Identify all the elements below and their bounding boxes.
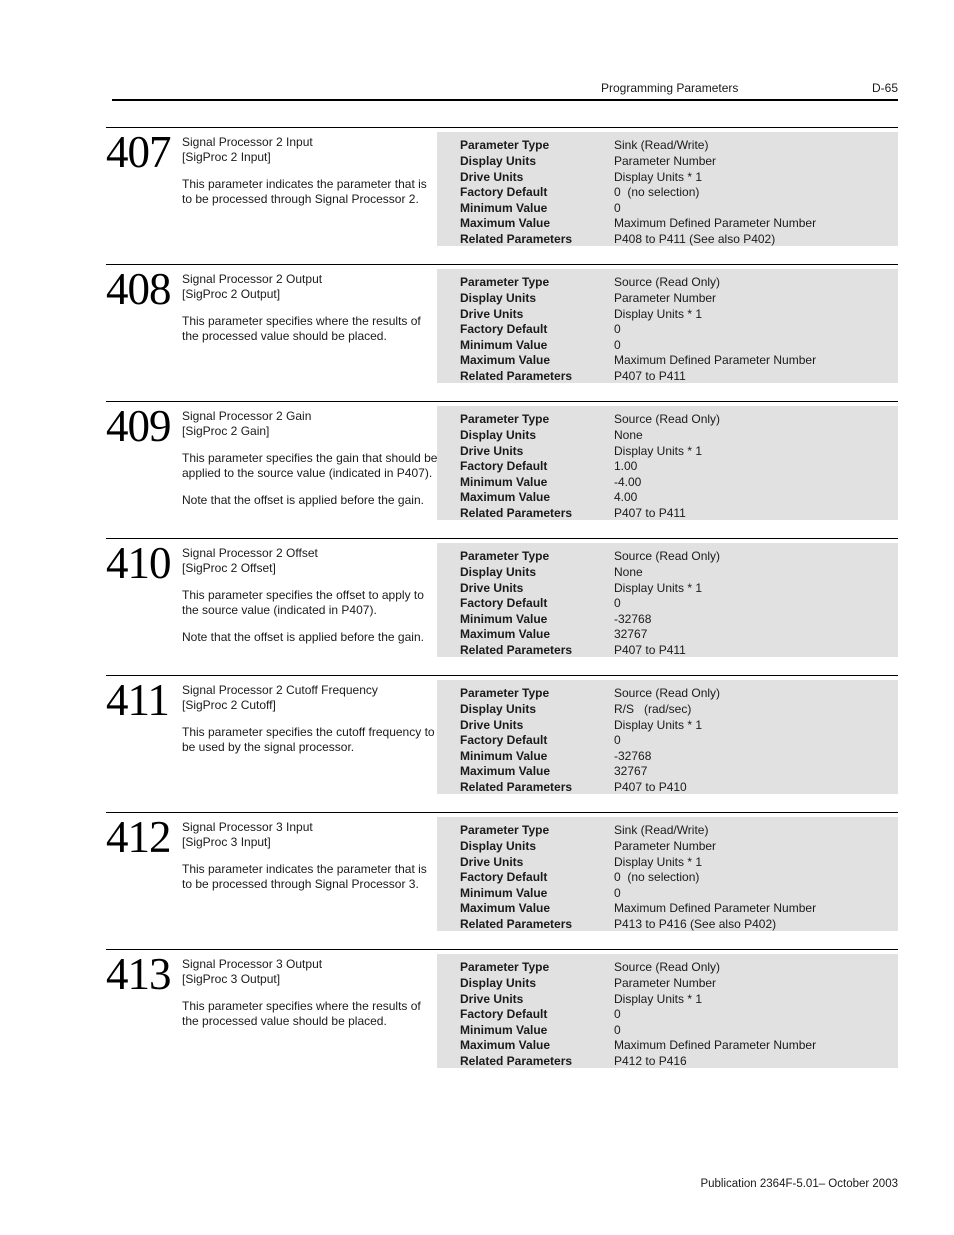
attribute-label: Parameter Type: [460, 138, 550, 152]
attribute-label: Maximum Value: [460, 1038, 551, 1052]
attribute-label: Factory Default: [460, 596, 548, 610]
attribute-value: 4.00: [614, 490, 638, 504]
parameter-number: 409: [106, 401, 171, 451]
attribute-value: P407 to P411: [614, 506, 686, 520]
parameter-description: [182, 272, 438, 343]
attribute-label: Display Units: [460, 839, 537, 853]
attribute-label: Minimum Value: [460, 201, 548, 215]
attribute-value: 0: [614, 596, 621, 610]
parameter-number: 412: [106, 812, 171, 862]
parameter-name: Signal Processor 2 Gain: [182, 409, 312, 423]
parameter-number: 408: [106, 264, 171, 314]
attribute-value: None: [614, 565, 643, 579]
parameter-block: [106, 812, 898, 932]
attribute-label: Parameter Type: [460, 549, 550, 563]
parameter-short-name: [SigProc 3 Input]: [182, 834, 271, 849]
parameter-name: Signal Processor 2 Output: [182, 272, 323, 286]
attribute-label: Maximum Value: [460, 627, 551, 641]
attribute-value: Maximum Defined Parameter Number: [614, 901, 817, 915]
description-paragraph: This parameter indicates the parameter that is to be processed through Signal Processor 3.: [182, 862, 427, 891]
attribute-label: Factory Default: [460, 459, 548, 473]
parameter-description: [182, 546, 438, 645]
attribute-label: Factory Default: [460, 1007, 548, 1021]
attribute-value: P413 to P416 (See also P402): [614, 917, 777, 931]
attribute-value: -32768: [614, 749, 652, 763]
attribute-label: Display Units: [460, 291, 537, 305]
attribute-label: Parameter Type: [460, 275, 550, 289]
attribute-value: R/S (rad/sec): [614, 702, 692, 716]
attribute-label: Factory Default: [460, 870, 548, 884]
attribute-label: Display Units: [460, 702, 537, 716]
attribute-label: Related Parameters: [460, 1054, 573, 1068]
attribute-label: Parameter Type: [460, 823, 550, 837]
description-paragraph: This parameter specifies where the results of the processed value should be placed.: [182, 314, 421, 343]
attribute-label: Display Units: [460, 976, 537, 990]
attribute-value: 0: [614, 733, 621, 747]
attribute-value: Parameter Number: [614, 976, 717, 990]
attribute-value: 32767: [614, 627, 648, 641]
attribute-value: Source (Read Only): [614, 549, 721, 563]
attribute-value: -32768: [614, 612, 652, 626]
parameter-description: [182, 409, 438, 508]
parameter-description: [182, 957, 438, 1028]
parameter-attributes-table: [437, 680, 898, 794]
attribute-value: Sink (Read/Write): [614, 823, 709, 837]
attribute-value: Display Units * 1: [614, 718, 703, 732]
parameter-block: [106, 675, 898, 795]
attribute-value: Maximum Defined Parameter Number: [614, 353, 817, 367]
attribute-value: Sink (Read/Write): [614, 138, 709, 152]
attribute-label: Factory Default: [460, 322, 548, 336]
attribute-label: Maximum Value: [460, 490, 551, 504]
publication-footer: Publication 2364F-5.01– October 2003: [700, 1178, 898, 1190]
attribute-value: Display Units * 1: [614, 170, 703, 184]
parameter-block: [106, 401, 898, 521]
attribute-label: Drive Units: [460, 855, 524, 869]
description-paragraph: This parameter specifies the offset to apply to the source value (indicated in P407).: [182, 588, 424, 617]
attribute-label: Related Parameters: [460, 917, 573, 931]
parameter-attributes-table: [437, 543, 898, 657]
attribute-value: P407 to P410: [614, 780, 687, 794]
attribute-label: Drive Units: [460, 170, 524, 184]
header-title: Programming Parameters: [601, 81, 739, 95]
parameter-short-name: [SigProc 2 Input]: [182, 149, 271, 164]
attribute-label: Display Units: [460, 428, 537, 442]
parameter-description: [182, 683, 438, 754]
parameter-block: [106, 264, 898, 384]
attribute-label: Minimum Value: [460, 612, 548, 626]
parameter-short-name: [SigProc 2 Output]: [182, 286, 281, 301]
parameter-short-name: [SigProc 2 Cutoff]: [182, 697, 276, 712]
attribute-value: 0 (no selection): [614, 870, 700, 884]
parameter-attributes-table: [437, 817, 898, 931]
parameter-short-name: [SigProc 2 Gain]: [182, 423, 270, 438]
parameter-name: Signal Processor 2 Offset: [182, 546, 318, 560]
attribute-label: Maximum Value: [460, 216, 551, 230]
attribute-value: Display Units * 1: [614, 307, 703, 321]
attribute-label: Related Parameters: [460, 506, 573, 520]
attribute-label: Related Parameters: [460, 643, 573, 657]
attribute-value: Parameter Number: [614, 291, 717, 305]
parameter-short-name: [SigProc 2 Offset]: [182, 560, 276, 575]
parameter-description: [182, 820, 438, 891]
attribute-label: Factory Default: [460, 185, 548, 199]
parameter-description: [182, 135, 438, 206]
description-paragraph: This parameter specifies the cutoff frequency to be used by the signal processor.: [182, 725, 435, 754]
attribute-value: Parameter Number: [614, 839, 717, 853]
attribute-label: Related Parameters: [460, 232, 573, 246]
parameter-number: 410: [106, 538, 171, 588]
attribute-value: Display Units * 1: [614, 992, 703, 1006]
attribute-value: Source (Read Only): [614, 275, 721, 289]
description-paragraph: This parameter indicates the parameter that is to be processed through Signal Processor 2.: [182, 177, 427, 206]
attribute-value: Parameter Number: [614, 154, 717, 168]
parameter-name: Signal Processor 3 Input: [182, 820, 313, 834]
parameter-block: [106, 538, 898, 658]
attribute-label: Minimum Value: [460, 338, 548, 352]
attribute-value: None: [614, 428, 643, 442]
description-paragraph: This parameter specifies the gain that should be applied to the source value (indicated in P407).: [182, 451, 438, 480]
parameter-attributes-table: [437, 406, 898, 520]
attribute-label: Drive Units: [460, 581, 524, 595]
attribute-value: 0: [614, 201, 621, 215]
description-paragraph: This parameter specifies where the results of the processed value should be placed.: [182, 999, 421, 1028]
attribute-value: Maximum Defined Parameter Number: [614, 216, 817, 230]
attribute-label: Maximum Value: [460, 353, 551, 367]
attribute-value: Source (Read Only): [614, 686, 721, 700]
attribute-label: Drive Units: [460, 444, 524, 458]
attribute-value: Display Units * 1: [614, 855, 703, 869]
attribute-value: 0: [614, 886, 621, 900]
attribute-value: Source (Read Only): [614, 960, 721, 974]
attribute-value: 0: [614, 1023, 621, 1037]
attribute-label: Maximum Value: [460, 901, 551, 915]
attribute-label: Minimum Value: [460, 749, 548, 763]
attribute-value: P408 to P411 (See also P402): [614, 232, 776, 246]
attribute-value: Source (Read Only): [614, 412, 721, 426]
parameter-short-name: [SigProc 3 Output]: [182, 971, 281, 986]
attribute-label: Factory Default: [460, 733, 548, 747]
attribute-label: Related Parameters: [460, 780, 573, 794]
attribute-label: Minimum Value: [460, 1023, 548, 1037]
attribute-value: P412 to P416: [614, 1054, 687, 1068]
attribute-label: Display Units: [460, 154, 537, 168]
attribute-value: 32767: [614, 764, 648, 778]
attribute-value: Display Units * 1: [614, 581, 703, 595]
attribute-label: Drive Units: [460, 718, 524, 732]
attribute-value: Display Units * 1: [614, 444, 703, 458]
attribute-value: P407 to P411: [614, 643, 686, 657]
attribute-value: 0: [614, 338, 621, 352]
attribute-value: 0: [614, 322, 621, 336]
attribute-label: Minimum Value: [460, 886, 548, 900]
parameter-name: Signal Processor 3 Output: [182, 957, 323, 971]
attribute-label: Parameter Type: [460, 686, 550, 700]
page-header: [112, 80, 898, 101]
parameter-name: Signal Processor 2 Input: [182, 135, 313, 149]
attribute-label: Parameter Type: [460, 412, 550, 426]
parameter-number: 407: [106, 127, 171, 177]
parameter-name: Signal Processor 2 Cutoff Frequency: [182, 683, 378, 697]
attribute-label: Parameter Type: [460, 960, 550, 974]
attribute-label: Maximum Value: [460, 764, 551, 778]
attribute-label: Drive Units: [460, 307, 524, 321]
parameter-number: 411: [106, 675, 169, 725]
attribute-label: Drive Units: [460, 992, 524, 1006]
description-paragraph: Note that the offset is applied before the gain.: [182, 493, 424, 507]
attribute-value: 1.00: [614, 459, 638, 473]
parameter-attributes-table: [437, 269, 898, 383]
page-number: D-65: [871, 81, 898, 95]
attribute-value: P407 to P411: [614, 369, 686, 383]
attribute-value: -4.00: [614, 475, 642, 489]
parameter-block: [106, 949, 898, 1069]
attribute-label: Related Parameters: [460, 369, 573, 383]
parameter-attributes-table: [437, 954, 898, 1068]
parameter-attributes-table: [437, 132, 898, 246]
attribute-value: Maximum Defined Parameter Number: [614, 1038, 817, 1052]
attribute-value: 0: [614, 1007, 621, 1021]
parameter-block: [106, 127, 898, 247]
description-paragraph: Note that the offset is applied before the gain.: [182, 630, 424, 644]
parameter-number: 413: [106, 949, 171, 999]
attribute-label: Minimum Value: [460, 475, 548, 489]
attribute-value: 0 (no selection): [614, 185, 700, 199]
attribute-label: Display Units: [460, 565, 537, 579]
